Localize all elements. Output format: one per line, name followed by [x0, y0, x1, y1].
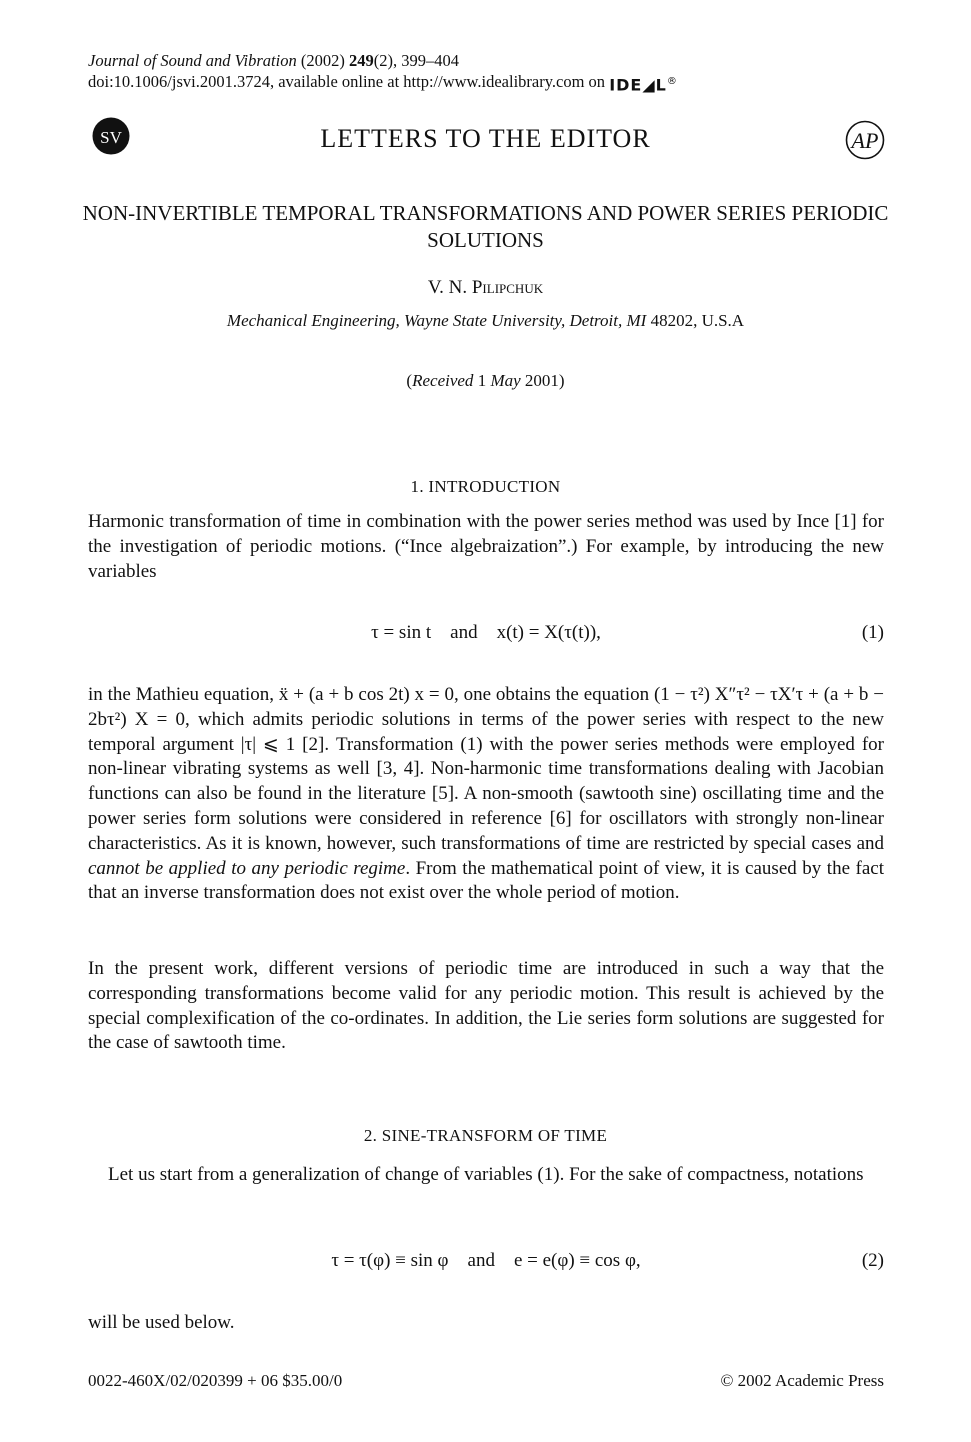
sine-paragraph-1: Let us start from a generalization of change of variables (1). For the sake of compactness, notations [108, 1164, 864, 1185]
journal-volume: 249 [348, 51, 374, 70]
journal-name: Journal of Sound and Vibration [88, 51, 297, 70]
journal-citation [88, 50, 678, 95]
footer-code: 0022-460X/02/020399 + 06 $35.00/0 [88, 1371, 343, 1390]
ideal-logo: IDE◢L® [609, 75, 678, 95]
equation-1 [88, 622, 884, 644]
intro-paragraph-1: Harmonic transformation of time in combination with the power series method was used by Ince [1] for the investigation of periodic motions. (“Ince algebraization”.) For example, by introducing the new variables [88, 511, 884, 582]
journal-year: (2002) [300, 51, 345, 70]
received-date: (Received 1 May 2001) [406, 371, 565, 390]
article-title: NON-INVERTIBLE TEMPORAL TRANSFORMATIONS AND POWER SERIES PERIODIC SOLUTIONS [82, 201, 889, 252]
journal-line-2 [88, 71, 678, 95]
footer-copyright: © 2002 Academic Press [720, 1371, 884, 1390]
doi-line: doi:10.1006/jsvi.2001.3724, available online at http://www.idealibrary.com on [88, 72, 606, 91]
article-author: V. N. Pilipchuk [427, 277, 544, 298]
journal-issue-pages: (2), 399–404 [373, 51, 459, 70]
equation-2 [88, 1250, 884, 1272]
ap-logo [845, 120, 885, 160]
journal-line-1 [88, 50, 678, 71]
equation-2-number: (2) [861, 1250, 884, 1271]
author-affiliation: Mechanical Engineering, Wayne State University, Detroit, MI 48202, U.S.A [226, 311, 745, 330]
section-banner: LETTERS TO THE EDITOR [320, 124, 651, 153]
svg-text:AP: AP [851, 128, 879, 153]
intro-paragraph-3: In the present work, different versions of periodic time are introduced in such a way that the corresponding transformations become valid for any periodic motion. This result is achieved by the special complexification of the co-ordinates. In addition, the Lie series form solutions are suggested for the case of sawtooth time. [88, 958, 884, 1054]
equation-1-number: (1) [861, 622, 884, 643]
intro-paragraph-2: in the Mathieu equation, ẍ + (a + b cos 2t) x = 0, one obtains the equation (1 − τ²) X″τ² − τX′τ + (a + b − 2bτ²) X = 0, which admits periodic solutions in terms of the power series with respect to the new temporal argument |τ| ⩽ 1 [2]. Transformation (1) with the power series methods were employed for non-linear vibrating systems as well [3, 4]. Non-harmonic time transformations dealing with Jacobian functions can also be found in the literature [5]. A non-smooth (sawtooth sine) oscillating time and the power series form solutions were considered in reference [6] for oscillators with strongly non-linear characteristics. As it is known, however, such transformations of time are restricted by special cases and cannot be applied to any periodic regime. From the mathematical point of view, it is caused by the fact that an inverse transformation does not exist over the whole period of motion. [88, 684, 884, 904]
equation-1-body: τ = sin t and x(t) = X(τ(t)), [371, 622, 601, 643]
section-heading-introduction: 1. INTRODUCTION [410, 477, 561, 496]
svg-text:SV: SV [100, 128, 122, 147]
equation-2-body: τ = τ(φ) ≡ sin φ and e = e(φ) ≡ cos φ, [331, 1250, 641, 1271]
sine-paragraph-2: will be used below. [88, 1312, 235, 1333]
section-heading-sine-transform: 2. SINE-TRANSFORM OF TIME [363, 1126, 608, 1145]
